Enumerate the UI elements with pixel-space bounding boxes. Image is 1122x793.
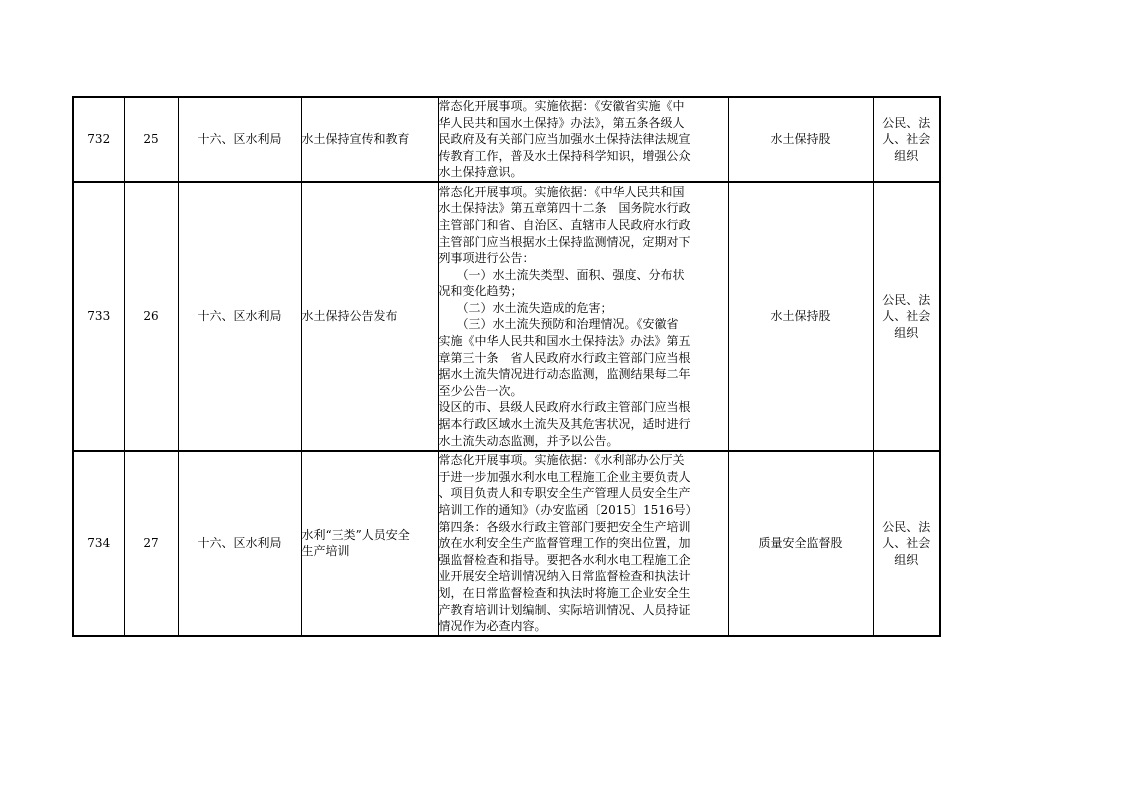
description-line: 常态化开展事项。实施依据：《水利部办公厅关 [438, 453, 685, 468]
description-cell [438, 97, 728, 182]
description-line: 主管部门应当根据水土保持监测情况，定期对下 [438, 234, 691, 249]
description-line: （一）水土流失类型、面积、强度、分布状 [438, 267, 685, 282]
description-line: 产教育培训计划编制、实际培训情况、人员持证 [438, 602, 691, 617]
table-row [73, 451, 940, 636]
object-line: 公民、法 [882, 292, 931, 307]
description-line: 常态化开展事项。实施依据：《安徽省实施《中 [438, 99, 685, 113]
description-line: 据水土流失情况进行动态监测，监测结果每二年 [438, 367, 691, 382]
description-line: 列事项进行公告： [438, 251, 535, 266]
description-line: 强监督检查和指导。要把各水利水电工程施工企 [438, 552, 691, 567]
object-cell [873, 182, 940, 451]
description-line: 常态化开展事项。实施依据：《中华人民共和国 [438, 184, 685, 199]
description-line: 培训工作的通知》（办安监函〔2015〕1516号） [438, 502, 698, 517]
description-line: （三）水土流失预防和治理情况。《安徽省 [438, 317, 679, 332]
description-line: 、项目负责人和专职安全生产管理人员安全生产 [438, 486, 691, 501]
description-line: 传教育工作，普及水土保持科学知识，增强公众 [438, 148, 691, 163]
department-cell: 十六、区水利局 [178, 97, 301, 182]
object-line: 人、社会 [882, 132, 931, 147]
sub-seq-cell: 25 [124, 97, 178, 182]
description-line: 况和变化趋势； [438, 284, 523, 299]
item-cell: 水土保持宣传和教育 [301, 97, 438, 182]
object-line: 公民、法 [882, 519, 931, 534]
object-line: 人、社会 [882, 309, 931, 324]
description-cell [438, 182, 728, 451]
object-cell [873, 97, 940, 182]
description-line: 设区的市、县级人民政府水行政主管部门应当根 [438, 400, 691, 415]
description-line: 实施《中华人民共和国水土保持法》办法》第五 [438, 334, 691, 349]
description-line: 水土流失动态监测，并予以公告。 [438, 433, 619, 448]
description-line: 民政府及有关部门应当加强水土保持法律法规宣 [438, 132, 691, 147]
unit-cell: 水土保持股 [728, 97, 873, 182]
object-line: 组织 [894, 325, 919, 340]
description-line: 情况作为必查内容。 [438, 619, 547, 634]
object-line: 组织 [894, 552, 919, 567]
object-cell [873, 451, 940, 636]
seq-cell: 732 [73, 97, 124, 182]
description-line: 华人民共和国水土保持》办法》，第五条各级人 [438, 115, 685, 130]
description-line: 放在水利安全生产监督管理工作的突出位置，加 [438, 536, 691, 551]
description-line: 章第三十条 省人民政府水行政主管部门应当根 [438, 350, 691, 365]
description-line: （二）水土流失造成的危害； [438, 300, 613, 315]
description-line: 据本行政区域水土流失及其危害状况，适时进行 [438, 417, 691, 432]
description-line: 水土保持意识。 [438, 165, 523, 180]
unit-cell: 质量安全监督股 [728, 451, 873, 636]
item-line: 水利“三类”人员安全 [301, 527, 410, 542]
department-cell: 十六、区水利局 [178, 451, 301, 636]
description-line: 第四条：各级水行政主管部门要把安全生产培训 [438, 519, 691, 534]
table-row [73, 182, 940, 451]
description-cell [438, 451, 728, 636]
service-items-table [72, 96, 941, 637]
description-line: 划，在日常监督检查和执法时将施工企业安全生 [438, 585, 691, 600]
unit-cell: 水土保持股 [728, 182, 873, 451]
table-row [73, 97, 940, 182]
seq-cell: 734 [73, 451, 124, 636]
object-line: 组织 [894, 148, 919, 163]
description-line: 业开展安全培训情况纳入日常监督检查和执法计 [438, 569, 691, 584]
description-line: 于进一步加强水利水电工程施工企业主要负责人 [438, 469, 691, 484]
description-line: 主管部门和省、自治区、直辖市人民政府水行政 [438, 217, 691, 232]
seq-cell: 733 [73, 182, 124, 451]
item-line: 生产培训 [301, 544, 350, 559]
department-cell: 十六、区水利局 [178, 182, 301, 451]
object-line: 公民、法 [882, 115, 931, 130]
sub-seq-cell: 26 [124, 182, 178, 451]
item-cell [301, 451, 438, 636]
item-cell: 水土保持公告发布 [301, 182, 438, 451]
object-line: 人、社会 [882, 536, 931, 551]
description-line: 水土保持法》第五章第四十二条 国务院水行政 [438, 201, 691, 216]
description-line: 至少公告一次。 [438, 383, 523, 398]
sub-seq-cell: 27 [124, 451, 178, 636]
